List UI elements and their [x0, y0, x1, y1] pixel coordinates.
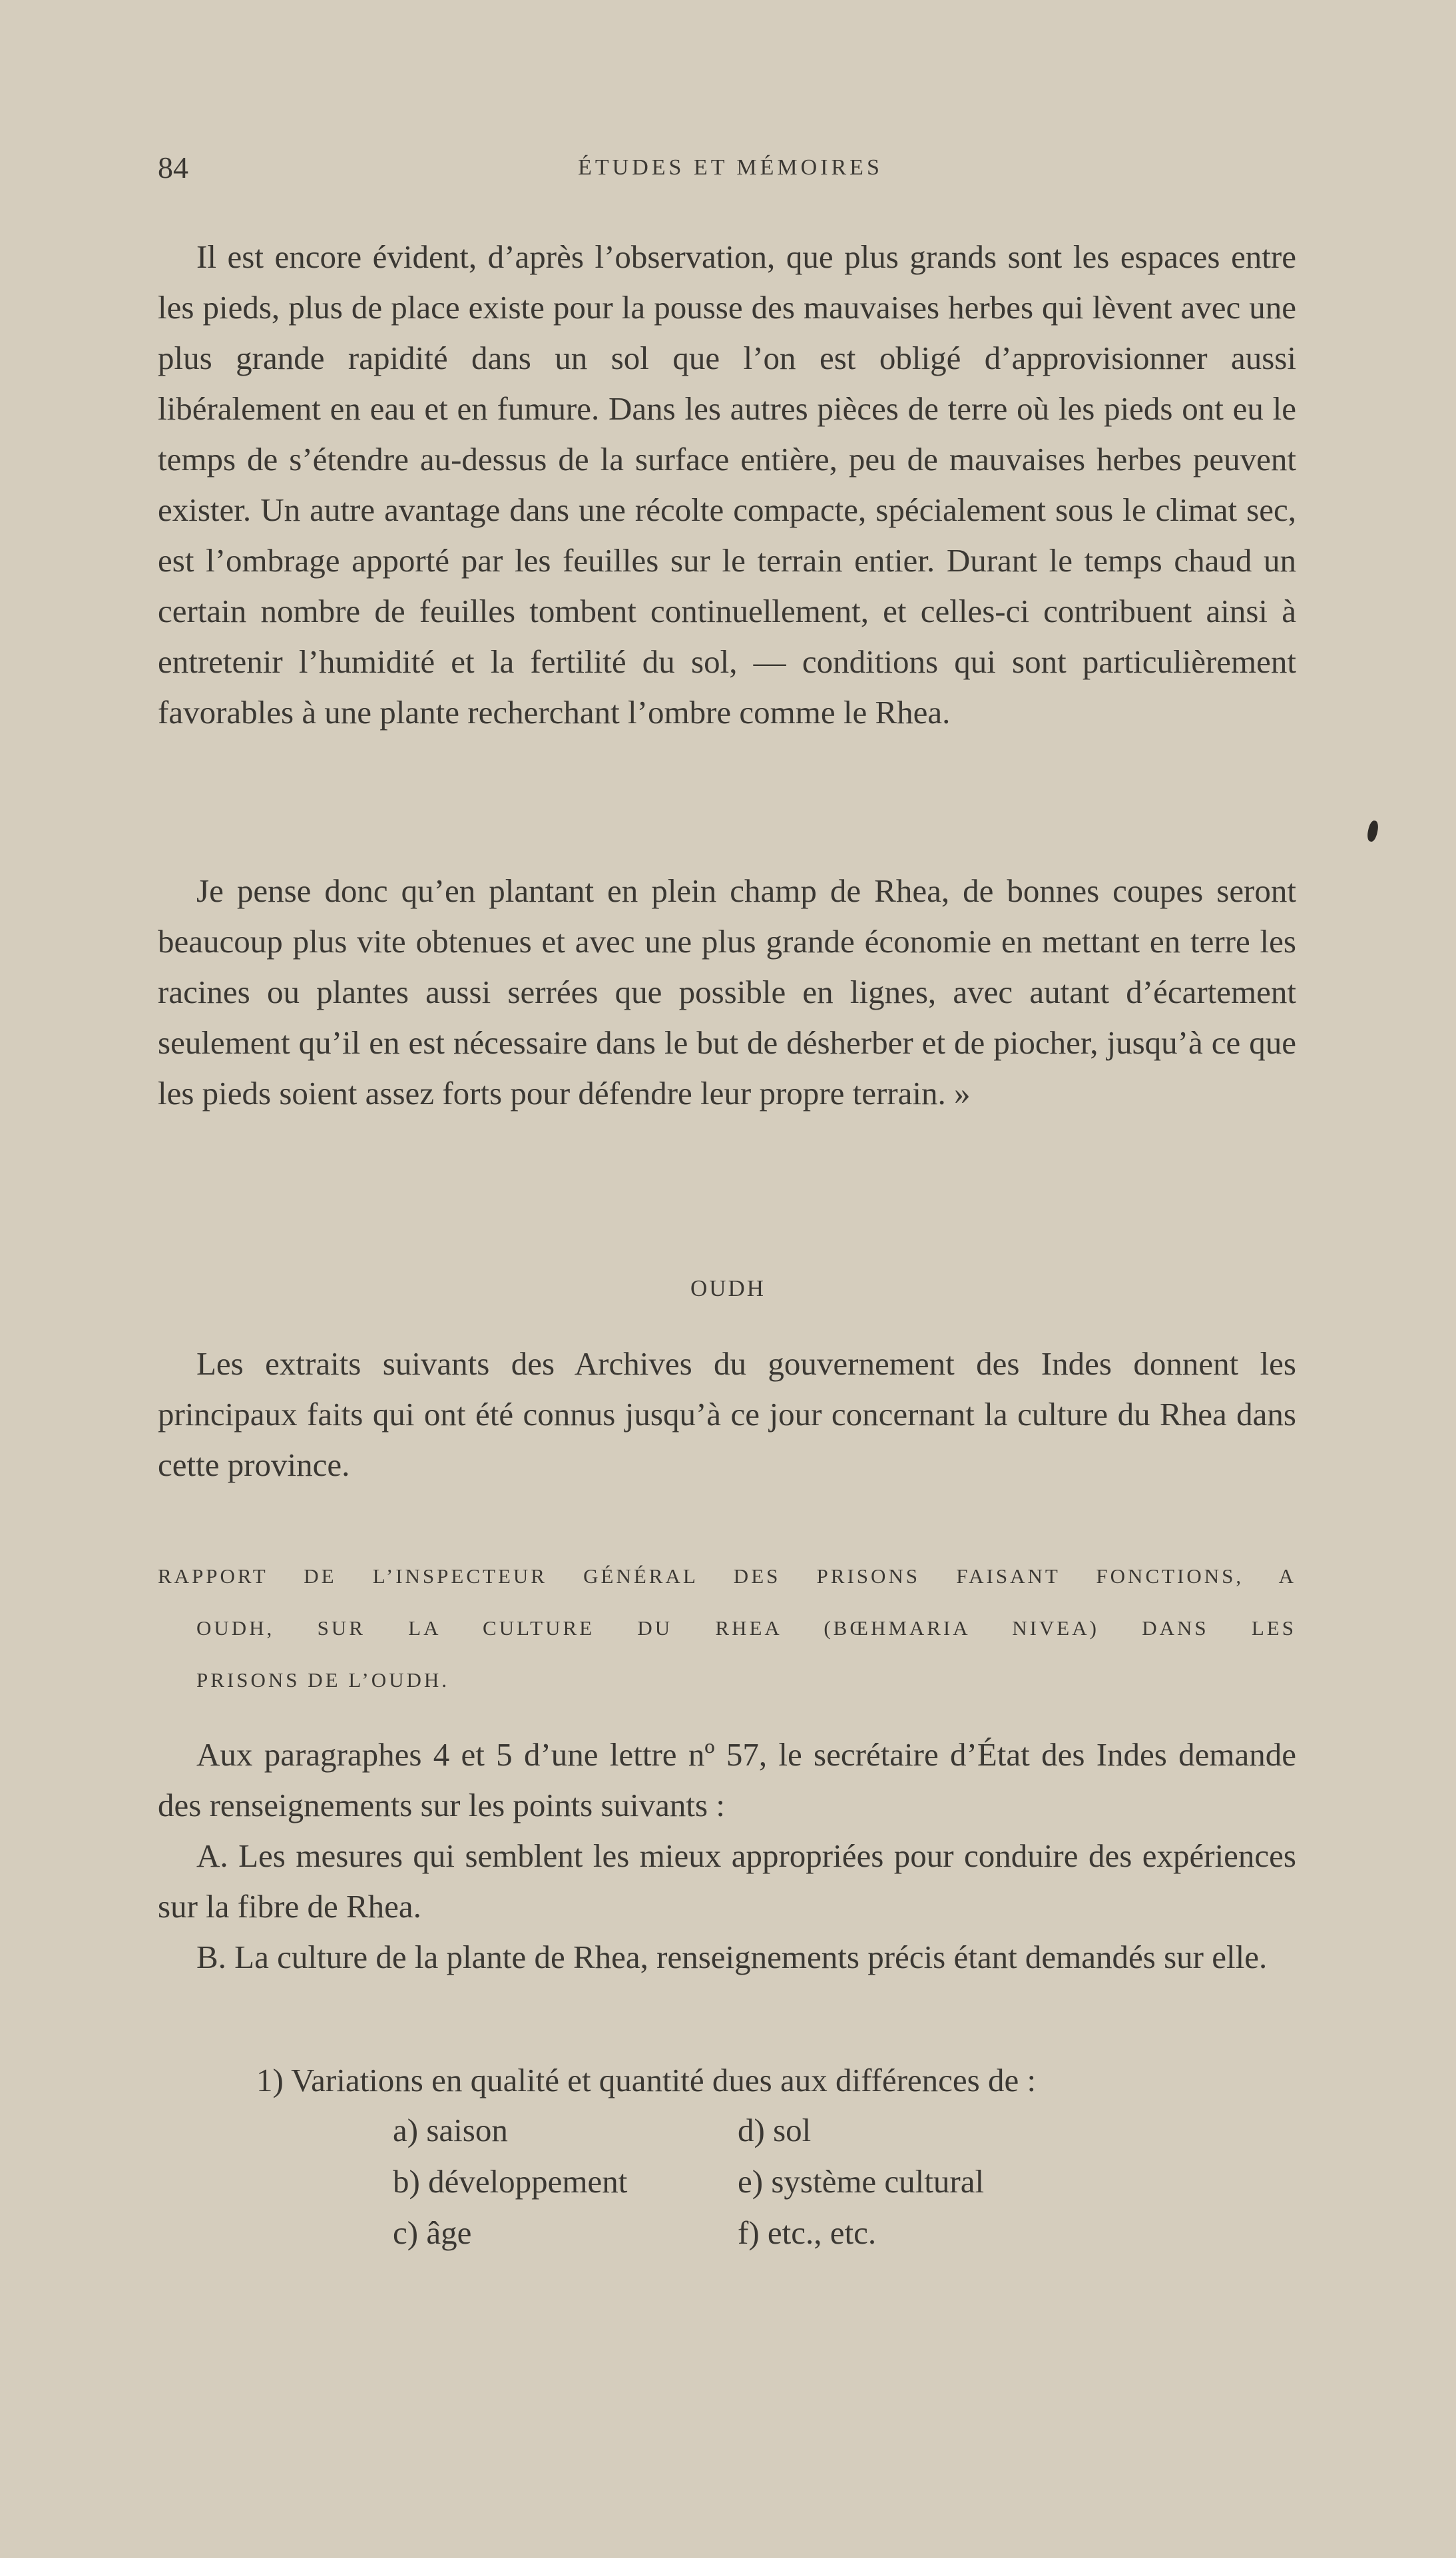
ink-mark [1366, 820, 1379, 842]
page-number: 84 [158, 151, 188, 184]
body-paragraph: Aux paragraphes 4 et 5 d’une lettre nº 57, le secrétaire d’État des Indes demande des renseignements sur les points suivants : [158, 1736, 1296, 1823]
oudh-intro-section [158, 1339, 1296, 1490]
letter-section [158, 1730, 1296, 1983]
list-item: c) âge [393, 2214, 472, 2251]
body-paragraph: Je pense donc qu’en plantant en plein champ de Rhea, de bonnes coupes seront beaucoup plus vite obtenues et avec une plus grande économie en mettant en terre les racines ou plantes aussi serrées que possible en lignes, avec autant d’écartement seulement qu’il en est nécessaire dans le but de désherber et de piocher, jusqu’à ce que les pieds soient assez forts pour défendre leur propre terrain. » [158, 872, 1296, 1112]
body-paragraph: B. La culture de la plante de Rhea, renseignements précis étant demandés sur elle. [196, 1939, 1268, 1975]
list-item: d) sol [738, 2112, 812, 2148]
report-title-line: PRISONS DE L’OUDH. [196, 1668, 450, 1692]
section-heading: OUDH [690, 1275, 766, 1301]
list-item: a) saison [393, 2112, 508, 2148]
report-title [158, 1550, 1296, 1706]
variation-list [393, 2111, 1125, 2265]
conclusion-section [158, 866, 1296, 1119]
body-paragraph: Les extraits suivants des Archives du gouvernement des Indes donnent les principaux faits qui ont été connus jusqu’à ce jour concernant la culture du Rhea dans cette province. [158, 1345, 1296, 1483]
list-row [393, 2162, 1125, 2214]
list-row [393, 2214, 1125, 2265]
list-item: e) système cultural [738, 2163, 985, 2200]
list-item: f) etc., etc. [738, 2214, 877, 2251]
report-title-line: OUDH, SUR LA CULTURE DU RHEA (BŒHMARIA NIVEA) DANS LES [196, 1616, 1296, 1640]
list-item: b) développement [393, 2163, 628, 2200]
running-title: ÉTUDES ET MÉMOIRES [578, 155, 883, 180]
list-intro: 1) Variations en qualité et quantité dues aux différences de : [256, 2062, 1037, 2098]
page-header [158, 150, 1303, 196]
body-paragraph: Il est encore évident, d’après l’observation, que plus grands sont les espaces entre les pieds, plus de place existe pour la pousse des mauvaises herbes qui lèvent avec une plus grande rapidité dans un sol que l’on est obligé d’approvisionner aussi libéralement en eau et en fumure. Dans les autres pièces de terre où les pieds ont eu le temps de s’étendre au-dessus de la surface entière, peu de mauvaises herbes peuvent exister. Un autre avantage dans une récolte compacte, spécialement sous le climat sec, est l’ombrage apporté par les feuilles sur le terrain entier. Durant le temps chaud un certain nombre de feuilles tombent continuellement, et celles-ci contribuent ainsi à entretenir l’humidité et la fertilité du sol, — conditions qui sont particulièrement favorables à une plante recherchant l’ombre comme le Rhea. [158, 238, 1296, 731]
body-paragraph: A. Les mesures qui semblent les mieux appropriées pour conduire des expériences sur la fibre de Rhea. [158, 1837, 1296, 1925]
list-row [393, 2111, 1125, 2162]
report-title-line: RAPPORT DE L’INSPECTEUR GÉNÉRAL DES PRISONS FAISANT FONCTIONS, A [158, 1564, 1296, 1588]
opening-section [158, 232, 1296, 738]
